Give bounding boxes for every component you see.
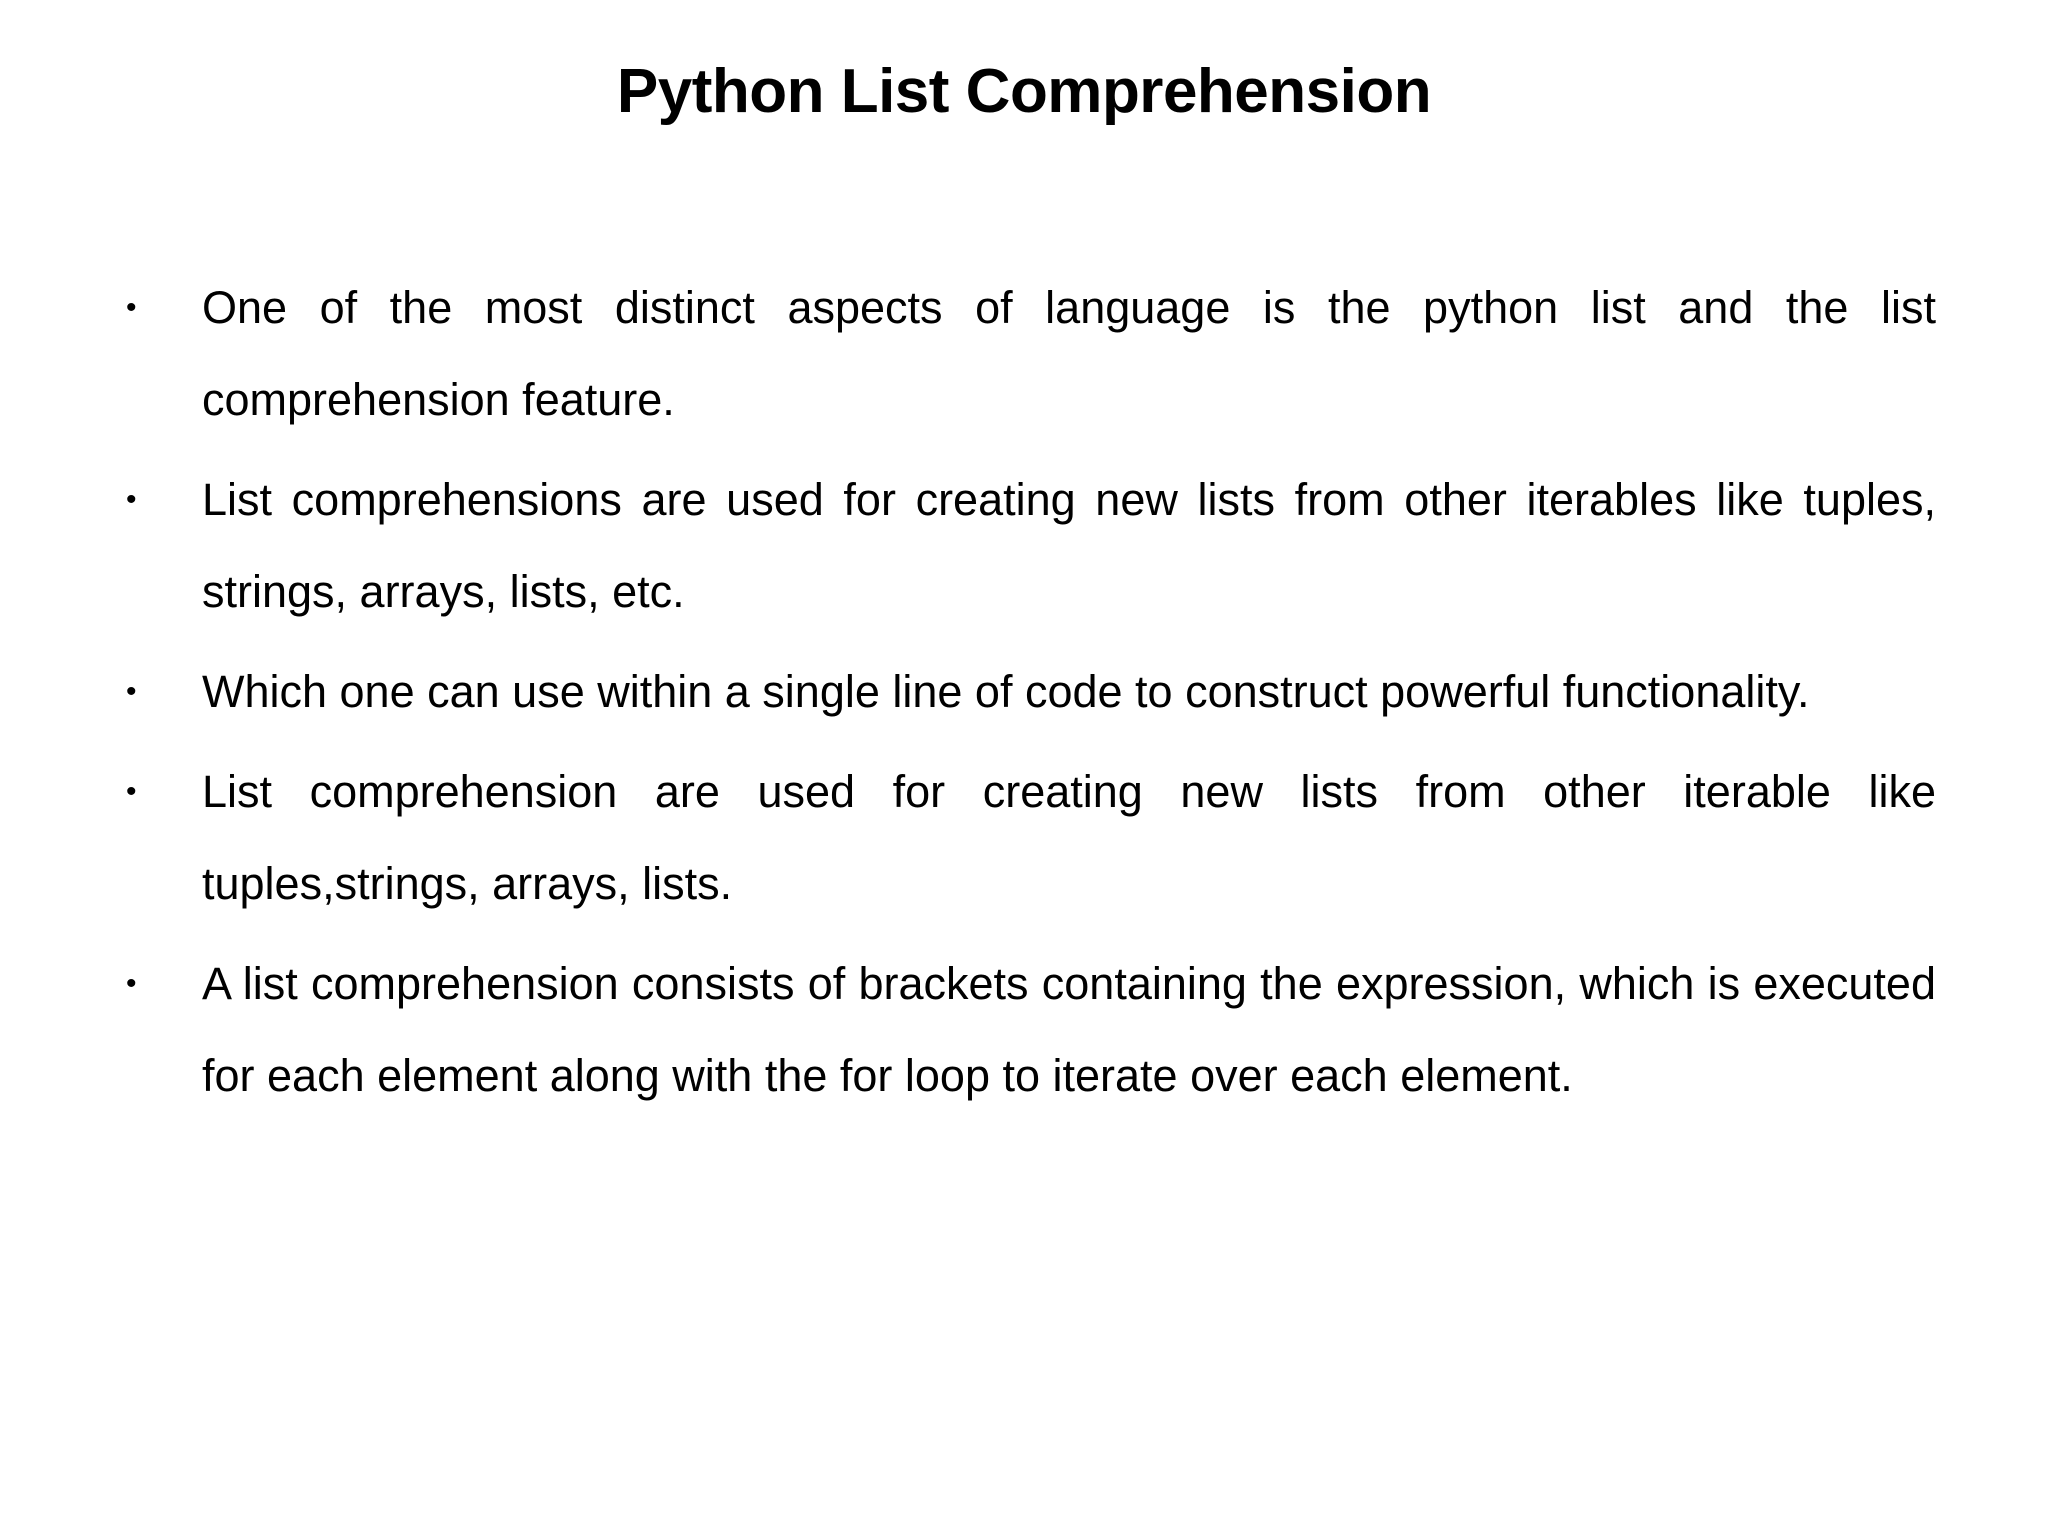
bullet-list bbox=[124, 262, 1936, 1130]
list-item bbox=[124, 454, 1936, 638]
bullet-icon: • bbox=[126, 775, 137, 808]
bullet-icon: • bbox=[126, 291, 137, 324]
bullet-text: Which one can use within a single line of code to construct powerful functionality. bbox=[202, 666, 1810, 717]
list-item bbox=[124, 938, 1936, 1122]
list-item bbox=[124, 646, 1936, 738]
bullet-text: A list comprehension consists of brackets containing the expression, which is executed for each element along with the for loop to iterate over each element. bbox=[202, 958, 1936, 1101]
list-item bbox=[124, 262, 1936, 446]
bullet-text: List comprehensions are used for creating new lists from other iterables like tuples, strings, arrays, lists, etc. bbox=[202, 474, 1936, 617]
bullet-icon: • bbox=[126, 967, 137, 1000]
bullet-text: List comprehension are used for creating new lists from other iterable like tuples,strings, arrays, lists. bbox=[202, 766, 1936, 909]
bullet-text: One of the most distinct aspects of language is the python list and the list comprehension feature. bbox=[202, 282, 1936, 425]
list-item bbox=[124, 746, 1936, 930]
bullet-icon: • bbox=[126, 483, 137, 516]
bullet-icon: • bbox=[126, 675, 137, 708]
slide-title: Python List Comprehension bbox=[616, 57, 1432, 126]
